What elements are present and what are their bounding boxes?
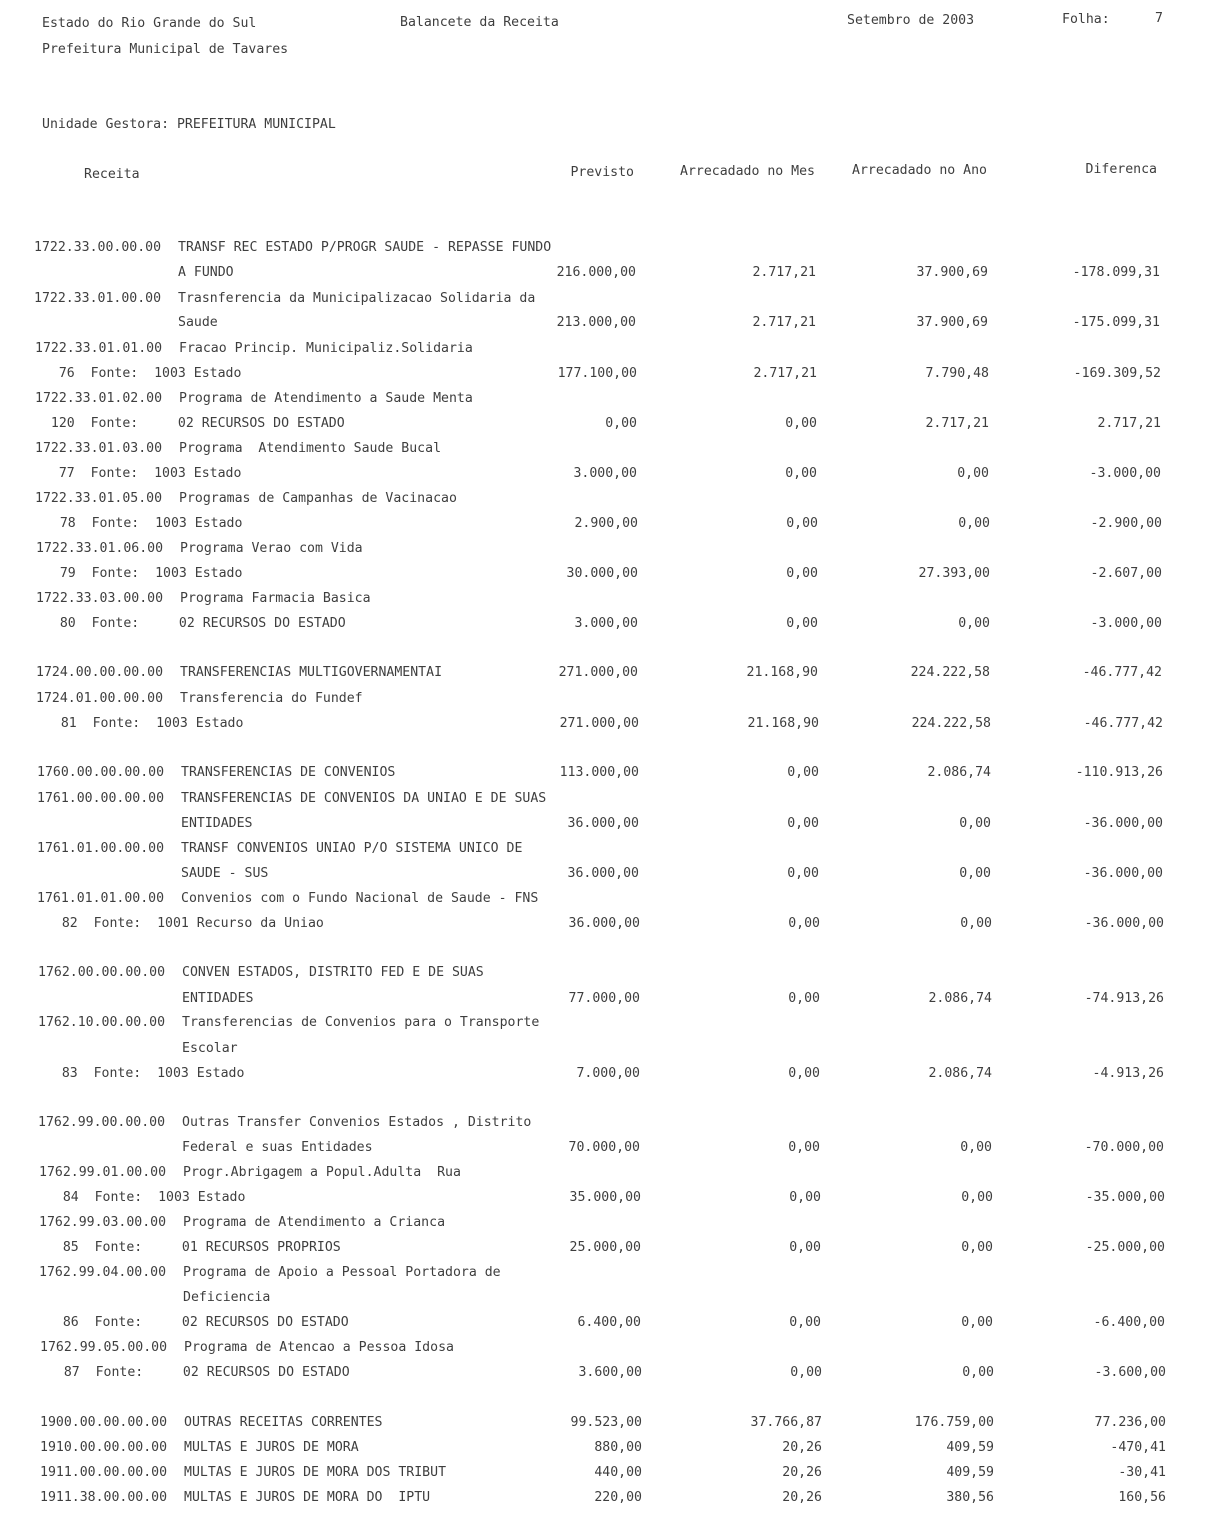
account-code: 1762.99.05.00.00 — [40, 1340, 168, 1355]
value-previsto: 213.000,00 — [556, 315, 636, 330]
ledger-row — [1, 391, 1212, 407]
value-arrecadado-ano: 380,56 — [946, 1490, 994, 1505]
value-arrecadado-ano: 224.222,58 — [911, 716, 991, 731]
value-previsto: 30.000,00 — [566, 566, 638, 581]
value-diferenca: 77.236,00 — [1094, 1415, 1166, 1430]
value-arrecadado-mes: 0,00 — [786, 616, 818, 631]
account-description: MULTAS E JUROS DE MORA — [184, 1440, 359, 1455]
account-code: 1722.33.01.03.00 — [35, 441, 163, 456]
funding-source: 87 Fonte: 02 RECURSOS DO ESTADO — [40, 1365, 350, 1380]
ledger-row — [4, 965, 1212, 981]
ledger-row — [4, 916, 1212, 932]
value-arrecadado-ano: 0,00 — [962, 1365, 994, 1380]
account-code: 1722.33.01.02.00 — [35, 391, 163, 406]
account-code: 1910.00.00.00.00 — [40, 1440, 168, 1455]
ledger-row — [4, 1015, 1212, 1031]
value-previsto: 880,00 — [594, 1440, 642, 1455]
funding-source: 84 Fonte: 1003 Estado — [39, 1190, 246, 1205]
value-previsto: 271.000,00 — [559, 716, 639, 731]
ledger-row — [3, 816, 1212, 832]
account-code: 1760.00.00.00.00 — [37, 765, 165, 780]
ledger-row — [6, 1490, 1212, 1506]
account-code: 1722.33.01.01.00 — [35, 341, 163, 356]
account-description: Programas de Campanhas de Vacinacao — [179, 491, 457, 506]
report-title: Balancete da Receita — [400, 15, 559, 30]
value-arrecadado-ano: 224.222,58 — [910, 665, 990, 680]
ledger-row — [4, 1041, 1212, 1057]
value-diferenca: -2.607,00 — [1090, 566, 1162, 581]
account-description: Programa de Atencao a Pessoa Idosa — [184, 1340, 454, 1355]
value-previsto: 220,00 — [594, 1490, 642, 1505]
ledger-row — [3, 716, 1212, 732]
funding-source: 79 Fonte: 1003 Estado — [36, 566, 243, 581]
ledger-row — [4, 1066, 1212, 1082]
account-description: Outras Transfer Convenios Estados , Distrito — [182, 1115, 532, 1130]
account-code: 1724.00.00.00.00 — [36, 665, 164, 680]
account-description-continued: ENTIDADES — [182, 991, 254, 1006]
value-diferenca: -110.913,26 — [1075, 765, 1163, 780]
account-description: Convenios com o Fundo Nacional de Saude - FNS — [181, 891, 539, 906]
value-arrecadado-mes: 0,00 — [788, 1140, 820, 1155]
funding-source: 83 Fonte: 1003 Estado — [38, 1066, 245, 1081]
ledger-row — [3, 791, 1212, 807]
account-code: 1762.99.00.00.00 — [38, 1115, 166, 1130]
account-description: TRANSFERENCIAS DE CONVENIOS DA UNIAO E DE SUAS — [181, 791, 547, 806]
funding-source: 81 Fonte: 1003 Estado — [37, 716, 244, 731]
value-diferenca: -4.913,26 — [1092, 1066, 1164, 1081]
account-code: 1911.38.00.00.00 — [40, 1490, 168, 1505]
ledger-row — [6, 1415, 1212, 1431]
ledger-row — [2, 541, 1212, 557]
value-previsto: 3.600,00 — [578, 1365, 642, 1380]
ledger-row — [2, 566, 1212, 582]
account-description-continued: SAUDE - SUS — [181, 866, 269, 881]
state-name: Estado do Rio Grande do Sul — [42, 16, 257, 31]
account-code: 1722.33.01.05.00 — [35, 491, 163, 506]
value-previsto: 70.000,00 — [568, 1140, 640, 1155]
value-diferenca: -36.000,00 — [1083, 816, 1163, 831]
value-diferenca: -3.000,00 — [1090, 616, 1162, 631]
value-arrecadado-mes: 0,00 — [786, 516, 818, 531]
account-code: 1762.99.01.00.00 — [39, 1165, 167, 1180]
value-previsto: 0,00 — [605, 416, 637, 431]
value-arrecadado-mes: 37.766,87 — [750, 1415, 822, 1430]
value-diferenca: -35.000,00 — [1085, 1190, 1165, 1205]
funding-source: 86 Fonte: 02 RECURSOS DO ESTADO — [39, 1315, 349, 1330]
ledger-row — [4, 991, 1212, 1007]
value-diferenca: -2.900,00 — [1090, 516, 1162, 531]
account-description: Programa de Atendimento a Saude Menta — [179, 391, 473, 406]
column-header-arrecadado-ano: Arrecadado no Ano — [852, 163, 987, 178]
municipality-name: Prefeitura Municipal de Tavares — [42, 42, 289, 57]
value-previsto: 3.000,00 — [573, 466, 637, 481]
value-diferenca: -36.000,00 — [1083, 866, 1163, 881]
account-description: Programa de Apoio a Pessoal Portadora de — [183, 1265, 501, 1280]
value-diferenca: -70.000,00 — [1084, 1140, 1164, 1155]
value-diferenca: -178.099,31 — [1072, 265, 1160, 280]
value-diferenca: -25.000,00 — [1085, 1240, 1165, 1255]
value-arrecadado-mes: 0,00 — [789, 1240, 821, 1255]
account-code: 1761.01.01.00.00 — [37, 891, 165, 906]
column-header-arrecadado-mes: Arrecadado no Mes — [680, 164, 815, 179]
value-arrecadado-mes: 0,00 — [785, 466, 817, 481]
account-code: 1761.00.00.00.00 — [37, 791, 165, 806]
account-description: Programa Verao com Vida — [180, 541, 363, 556]
ledger-row — [1, 466, 1212, 482]
account-description: CONVEN ESTADOS, DISTRITO FED E DE SUAS — [182, 965, 484, 980]
account-description: Fracao Princip. Municipaliz.Solidaria — [179, 341, 473, 356]
ledger-row — [5, 1215, 1212, 1231]
value-arrecadado-ano: 0,00 — [961, 1315, 993, 1330]
ledger-row — [5, 1165, 1212, 1181]
ledger-row — [3, 866, 1212, 882]
account-description: Programa Atendimento Saude Bucal — [179, 441, 442, 456]
ledger-row — [5, 1240, 1212, 1256]
account-description: MULTAS E JUROS DE MORA DO IPTU — [184, 1490, 431, 1505]
account-code: 1762.00.00.00.00 — [38, 965, 166, 980]
value-arrecadado-ano: 0,00 — [959, 816, 991, 831]
funding-source: 78 Fonte: 1003 Estado — [36, 516, 243, 531]
account-description: Programa de Atendimento a Crianca — [183, 1215, 446, 1230]
account-description: Transferencia do Fundef — [180, 691, 363, 706]
ledger-row — [4, 1115, 1212, 1131]
value-arrecadado-mes: 0,00 — [789, 1315, 821, 1330]
value-diferenca: 2.717,21 — [1097, 416, 1161, 431]
value-arrecadado-mes: 0,00 — [789, 1190, 821, 1205]
funding-source: 77 Fonte: 1003 Estado — [35, 466, 242, 481]
value-diferenca: -36.000,00 — [1084, 916, 1164, 931]
ledger-row — [1, 341, 1212, 357]
account-description: Trasnferencia da Municipalizacao Solidaria da — [178, 291, 536, 306]
account-description: OUTRAS RECEITAS CORRENTES — [184, 1415, 383, 1430]
value-arrecadado-mes: 0,00 — [787, 765, 819, 780]
account-description-continued: Escolar — [182, 1041, 238, 1056]
value-arrecadado-ano: 0,00 — [958, 516, 990, 531]
value-arrecadado-ano: 2.086,74 — [928, 991, 992, 1006]
funding-source: 82 Fonte: 1001 Recurso da Uniao — [38, 916, 324, 931]
value-arrecadado-ano: 37.900,69 — [916, 265, 988, 280]
value-arrecadado-ano: 2.086,74 — [927, 765, 991, 780]
account-description-continued: Saude — [178, 315, 218, 330]
value-arrecadado-mes: 2.717,21 — [752, 315, 816, 330]
value-diferenca: -169.309,52 — [1073, 366, 1161, 381]
account-code: 1911.00.00.00.00 — [40, 1465, 168, 1480]
value-previsto: 3.000,00 — [574, 616, 638, 631]
value-arrecadado-ano: 37.900,69 — [916, 315, 988, 330]
value-arrecadado-ano: 0,00 — [961, 1240, 993, 1255]
value-arrecadado-mes: 0,00 — [787, 866, 819, 881]
value-diferenca: -175.099,31 — [1072, 315, 1160, 330]
account-code: 1722.33.00.00.00 — [34, 240, 162, 255]
funding-source: 120 Fonte: 02 RECURSOS DO ESTADO — [35, 416, 345, 431]
value-arrecadado-ano: 409,59 — [946, 1465, 994, 1480]
value-arrecadado-mes: 0,00 — [788, 1066, 820, 1081]
ledger-row — [5, 1265, 1212, 1281]
ledger-row — [0, 315, 1212, 331]
account-description: TRANSFERENCIAS MULTIGOVERNAMENTAI — [180, 665, 443, 680]
account-description-continued: Deficiencia — [183, 1290, 271, 1305]
value-arrecadado-ano: 27.393,00 — [918, 566, 990, 581]
ledger-row — [6, 1340, 1212, 1356]
account-code: 1762.10.00.00.00 — [38, 1015, 166, 1030]
value-arrecadado-ano: 0,00 — [960, 1140, 992, 1155]
account-code: 1722.33.01.06.00 — [36, 541, 164, 556]
ledger-row — [1, 366, 1212, 382]
sheet-label: Folha: — [1062, 12, 1110, 27]
ledger-row — [6, 1440, 1212, 1456]
value-diferenca: -46.777,42 — [1083, 716, 1163, 731]
value-diferenca: -470,41 — [1110, 1440, 1166, 1455]
value-arrecadado-ano: 0,00 — [960, 916, 992, 931]
value-previsto: 77.000,00 — [568, 991, 640, 1006]
value-arrecadado-mes: 21.168,90 — [747, 716, 819, 731]
report-period: Setembro de 2003 — [847, 13, 975, 28]
value-arrecadado-mes: 0,00 — [786, 566, 818, 581]
account-code: 1900.00.00.00.00 — [40, 1415, 168, 1430]
value-arrecadado-mes: 21.168,90 — [746, 665, 818, 680]
value-arrecadado-mes: 0,00 — [788, 916, 820, 931]
ledger-row — [3, 765, 1212, 781]
value-previsto: 35.000,00 — [569, 1190, 641, 1205]
funding-source: 80 Fonte: 02 RECURSOS DO ESTADO — [36, 616, 346, 631]
ledger-row — [2, 691, 1212, 707]
account-code: 1724.01.00.00.00 — [36, 691, 164, 706]
value-arrecadado-mes: 20,26 — [782, 1465, 822, 1480]
sheet-number: 7 — [1155, 11, 1163, 26]
value-arrecadado-ano: 0,00 — [961, 1190, 993, 1205]
account-description: Progr.Abrigagem a Popul.Adulta Rua — [183, 1165, 461, 1180]
value-previsto: 177.100,00 — [557, 366, 637, 381]
value-previsto: 2.900,00 — [574, 516, 638, 531]
account-description-continued: Federal e suas Entidades — [182, 1140, 373, 1155]
value-previsto: 25.000,00 — [569, 1240, 641, 1255]
ledger-row — [5, 1190, 1212, 1206]
ledger-row — [1, 491, 1212, 507]
value-arrecadado-mes: 0,00 — [787, 816, 819, 831]
column-header-diferenca: Diferenca — [1085, 162, 1157, 177]
value-diferenca: -6.400,00 — [1093, 1315, 1165, 1330]
value-arrecadado-ano: 176.759,00 — [914, 1415, 994, 1430]
column-header-previsto: Previsto — [570, 165, 634, 180]
value-arrecadado-mes: 2.717,21 — [752, 265, 816, 280]
account-description-continued: ENTIDADES — [181, 816, 253, 831]
ledger-row — [2, 516, 1212, 532]
value-diferenca: -74.913,26 — [1084, 991, 1164, 1006]
value-arrecadado-ano: 409,59 — [946, 1440, 994, 1455]
value-previsto: 7.000,00 — [576, 1066, 640, 1081]
account-description: TRANSFERENCIAS DE CONVENIOS — [181, 765, 396, 780]
value-arrecadado-ano: 2.717,21 — [925, 416, 989, 431]
ledger-row — [2, 665, 1212, 681]
ledger-row — [3, 841, 1212, 857]
ledger-row — [6, 1365, 1212, 1381]
funding-source: 76 Fonte: 1003 Estado — [35, 366, 242, 381]
value-arrecadado-mes: 20,26 — [782, 1440, 822, 1455]
ledger-row — [0, 265, 1212, 281]
value-arrecadado-mes: 20,26 — [782, 1490, 822, 1505]
ledger-row — [0, 240, 1212, 256]
column-header-receita: Receita — [84, 167, 140, 182]
account-code: 1722.33.01.00.00 — [34, 291, 162, 306]
value-previsto: 6.400,00 — [577, 1315, 641, 1330]
ledger-row — [1, 441, 1212, 457]
account-code: 1762.99.04.00.00 — [39, 1265, 167, 1280]
account-description: MULTAS E JUROS DE MORA DOS TRIBUT — [184, 1465, 447, 1480]
value-arrecadado-ano: 0,00 — [957, 466, 989, 481]
ledger-row — [4, 1140, 1212, 1156]
account-description: TRANSF REC ESTADO P/PROGR SAUDE - REPASSE FUNDO — [178, 240, 552, 255]
value-previsto: 99.523,00 — [570, 1415, 642, 1430]
ledger-row — [5, 1290, 1212, 1306]
account-code: 1761.01.00.00.00 — [37, 841, 165, 856]
ledger-row — [0, 291, 1212, 307]
value-previsto: 440,00 — [594, 1465, 642, 1480]
value-previsto: 36.000,00 — [568, 916, 640, 931]
value-arrecadado-ano: 7.790,48 — [925, 366, 989, 381]
value-arrecadado-mes: 0,00 — [790, 1365, 822, 1380]
value-arrecadado-mes: 0,00 — [788, 991, 820, 1006]
value-previsto: 36.000,00 — [567, 866, 639, 881]
account-description-continued: A FUNDO — [178, 265, 234, 280]
ledger-row — [6, 1465, 1212, 1481]
value-diferenca: -3.000,00 — [1089, 466, 1161, 481]
account-code: 1762.99.03.00.00 — [39, 1215, 167, 1230]
value-arrecadado-mes: 2.717,21 — [753, 366, 817, 381]
ledger-row — [1, 416, 1212, 432]
ledger-row — [3, 891, 1212, 907]
ledger-row — [2, 616, 1212, 632]
value-diferenca: -30,41 — [1118, 1465, 1166, 1480]
value-previsto: 216.000,00 — [556, 265, 636, 280]
value-previsto: 36.000,00 — [567, 816, 639, 831]
value-diferenca: -3.600,00 — [1094, 1365, 1166, 1380]
account-description: Programa Farmacia Basica — [180, 591, 371, 606]
value-arrecadado-ano: 0,00 — [959, 866, 991, 881]
value-arrecadado-mes: 0,00 — [785, 416, 817, 431]
account-description: Transferencias de Convenios para o Transporte — [182, 1015, 540, 1030]
value-previsto: 271.000,00 — [558, 665, 638, 680]
value-previsto: 113.000,00 — [559, 765, 639, 780]
account-description: TRANSF CONVENIOS UNIAO P/O SISTEMA UNICO DE — [181, 841, 523, 856]
value-diferenca: 160,56 — [1118, 1490, 1166, 1505]
account-code: 1722.33.03.00.00 — [36, 591, 164, 606]
value-arrecadado-ano: 0,00 — [958, 616, 990, 631]
ledger-row — [5, 1315, 1212, 1331]
management-unit: Unidade Gestora: PREFEITURA MUNICIPAL — [42, 117, 336, 132]
ledger-row — [2, 591, 1212, 607]
value-arrecadado-ano: 2.086,74 — [928, 1066, 992, 1081]
value-diferenca: -46.777,42 — [1082, 665, 1162, 680]
funding-source: 85 Fonte: 01 RECURSOS PROPRIOS — [39, 1240, 341, 1255]
